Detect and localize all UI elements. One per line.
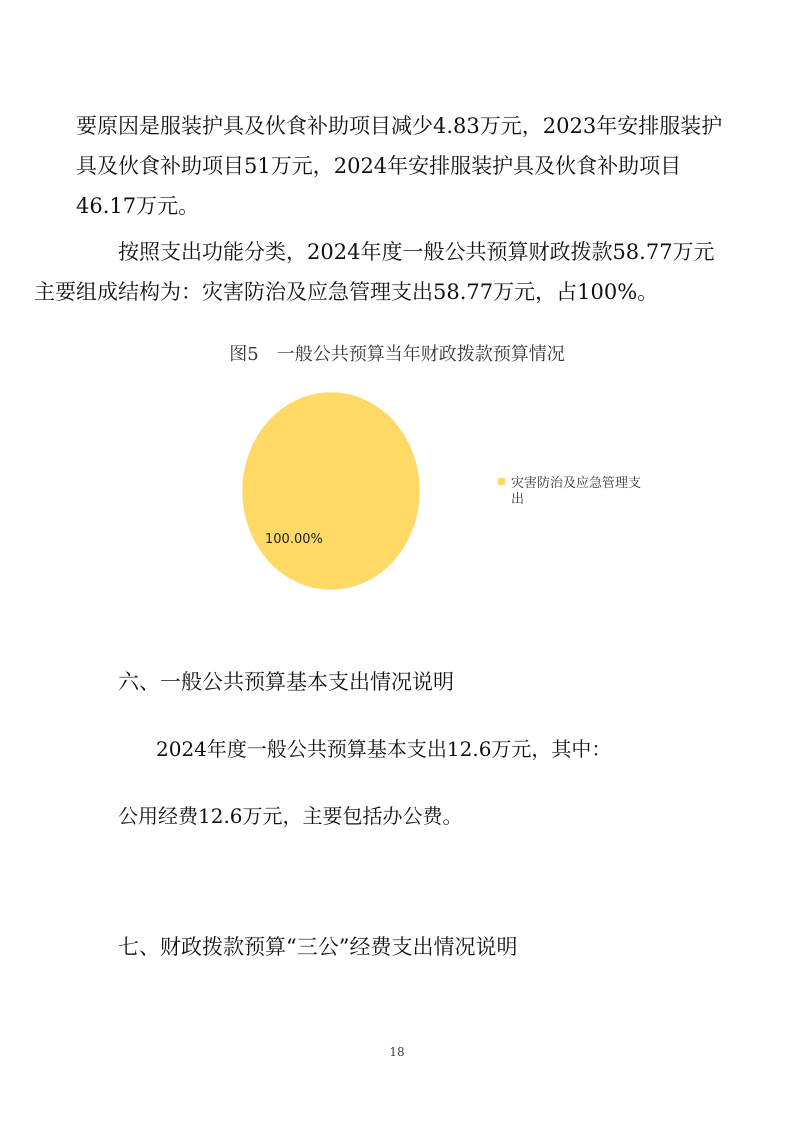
pie-slices <box>242 392 420 590</box>
pie-data-labels <box>265 532 323 547</box>
legend-label: 灾害防治及应急管理支 <box>511 476 642 491</box>
section-6-heading: 六、一般公共预算基本支出情况说明 <box>118 670 454 694</box>
legend-swatch <box>498 478 505 485</box>
chart-legend <box>498 475 641 507</box>
paragraph-line: 要原因是服装护具及伙食补助项目减少4.83万元，2023年安排服装护 <box>76 114 723 138</box>
pie-data-label: 100.00% <box>265 532 323 547</box>
pie-slice-0 <box>242 392 420 590</box>
paragraph-line: 46.17万元。 <box>76 194 200 218</box>
paragraph-line: 按照支出功能分类，2024年度一般公共预算财政拨款58.77万元 <box>118 240 715 264</box>
paragraph-function-classification <box>34 232 726 312</box>
paragraph-line: 主要组成结构为：灾害防治及应急管理支出58.77万元，占100%。 <box>34 280 659 304</box>
pie-chart <box>230 385 670 600</box>
section-6-line-2: 公用经费12.6万元，主要包括办公费。 <box>118 804 463 828</box>
page-number: 18 <box>389 1045 405 1059</box>
section-7-heading: 七、财政拨款预算“三公”经费支出情况说明 <box>118 935 518 959</box>
paragraph-line: 具及伙食补助项目51万元，2024年安排服装护具及伙食补助项目 <box>76 154 682 178</box>
legend-label: 出 <box>511 492 525 507</box>
figure-title: 图5 一般公共预算当年财政拨款预算情况 <box>229 344 565 365</box>
section-6-line-1: 2024年度一般公共预算基本支出12.6万元，其中： <box>156 737 612 761</box>
paragraph-expense-reduction <box>76 106 726 226</box>
